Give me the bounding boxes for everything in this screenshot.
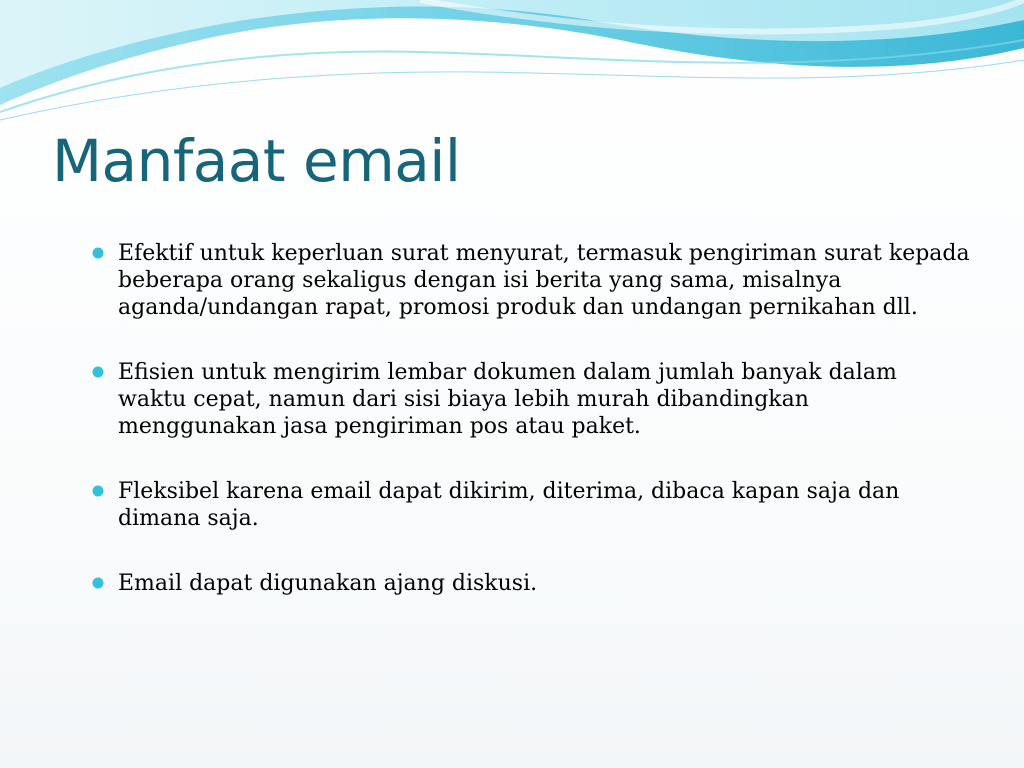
bullet-text: Efektif untuk keperluan surat menyurat, termasuk pengiriman surat kepada beberapa orang sekaligus dengan isi berita yang sama, misalnya aganda/undangan rapat, promosi produk dan undangan pernikahan dll. [118, 241, 970, 320]
bullet-text: Email dapat digunakan ajang diskusi. [118, 571, 538, 596]
bullet-dot-icon [90, 483, 106, 499]
bullet-text: Fleksibel karena email dapat dikirim, diterima, dibaca kapan saja dan dimana saja. [118, 479, 900, 531]
bullet-item [90, 359, 970, 440]
wave-thin-line [0, 60, 1024, 120]
bullet-item [90, 570, 970, 597]
bullet-dot-icon [90, 575, 106, 591]
bullet-item [90, 478, 970, 532]
bullet-dot-icon [90, 364, 106, 380]
bullet-dot-icon [90, 245, 106, 261]
bullet-item [90, 240, 970, 321]
bullet-list [90, 240, 970, 597]
bullet-text: Efisien untuk mengirim lembar dokumen dalam jumlah banyak dalam waktu cepat, namun dari sisi biaya lebih murah dibandingkan menggunakan jasa pengiriman pos atau paket. [118, 360, 897, 439]
slide-title: Manfaat email [52, 127, 461, 195]
header-wave-decoration [0, 0, 1024, 130]
